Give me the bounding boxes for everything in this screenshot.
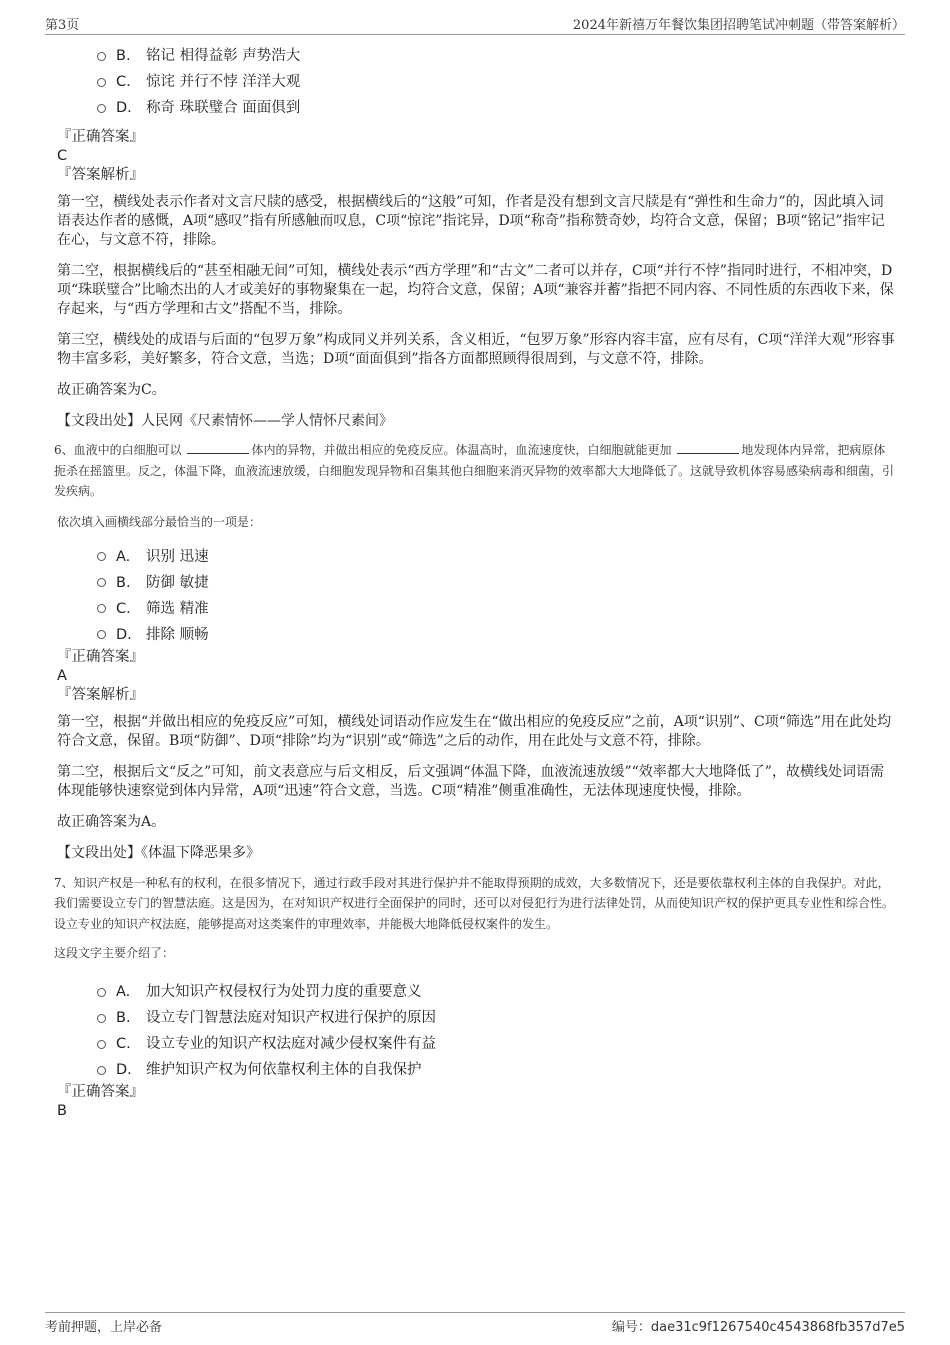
q7-options	[97, 979, 895, 1083]
q6-option-b[interactable]: B. 防御 敏捷	[97, 570, 895, 596]
radio-icon[interactable]	[97, 630, 106, 639]
radio-icon[interactable]	[97, 1066, 106, 1075]
q7-answer-label: 『正确答案』	[57, 1084, 144, 1100]
footer-slogan: 考前押题，上岸必备	[45, 1320, 163, 1335]
q6-analysis-label: 『答案解析』	[57, 686, 144, 703]
q6-answer-label: 『正确答案』	[57, 648, 144, 665]
q6-option-d[interactable]: D. 排除 顺畅	[97, 622, 895, 648]
q5-options	[97, 43, 895, 121]
radio-icon[interactable]	[97, 52, 106, 61]
q7-option-b[interactable]: B. 设立专门智慧法庭对知识产权进行保护的原因	[97, 1005, 895, 1031]
radio-icon[interactable]	[97, 78, 106, 87]
q5-conclusion: 故正确答案为C。	[57, 382, 166, 398]
radio-icon[interactable]	[97, 552, 106, 561]
q5-analysis-label: 『答案解析』	[57, 167, 144, 183]
q6-answer: A	[57, 667, 67, 684]
page-footer	[45, 1312, 905, 1337]
q6-option-a[interactable]: A. 识别 迅速	[97, 544, 895, 570]
q5-analysis-para-2: 第二空，根据横线后的“甚至相融无间”可知，横线处表示“西方学理”和“古文”二者可以并存，C项“并行不悖”指同时进行，不相冲突，D项“珠联璧合”比喻杰出的人才或美好的事物聚集在一起，均符合文意，保留；A项“兼容并蓄”指把不同内容、不同性质的东西收下来，保存起来，与“西方学理和古文”搭配不当，排除。	[57, 263, 894, 317]
q6-options	[97, 544, 895, 648]
blank-line	[187, 441, 249, 454]
radio-icon[interactable]	[97, 988, 106, 997]
radio-icon[interactable]	[97, 104, 106, 113]
q5-answer: C	[57, 148, 68, 164]
q5-answer-label: 『正确答案』	[57, 129, 144, 145]
radio-icon[interactable]	[97, 1040, 106, 1049]
q6-analysis-para-1: 第一空，根据“并做出相应的免疫反应”可知，横线处词语动作应发生在“做出相应的免疫反应”之前，A项“识别”、C项“筛选”用在此处均符合文意，保留。B项“防御”、D项“排除”均为“识别”或“筛选”之后的动作，用在此处与文意不符，排除。	[57, 713, 892, 749]
radio-icon[interactable]	[97, 578, 106, 587]
q5-analysis-para-1: 第一空，横线处表示作者对文言尺牍的感受，根据横线后的“这般”可知，作者是没有想到文言尺牍是有“弹性和生命力”的，因此填入词语表达作者的感慨，A项“感叹”指有所感触而叹息，C项“惊诧”指诧异，D项“称奇”指称赞奇妙，均符合文意，保留；B项“铭记”指牢记在心，与文意不符，排除。	[57, 194, 885, 248]
q5-source: 【文段出处】人民网《尺素情怀——学人情怀尺素间》	[57, 413, 393, 429]
q7-stem: 7、知识产权是一种私有的权利，在很多情况下，通过行政手段对其进行保护并不能取得预期的成效，大多数情况下，还是要依靠权利主体的自我保护。对此，我们需要设立专门的智慧法庭。这是因为，在对知识产权进行全面保护的同时，还可以对侵犯行为进行法律处罚，从而使知识产权的保护更具专业性和综合性。设立专业的知识产权法庭，能够提高对这类案件的审理效率，并能极大地降低侵权案件的发生。	[54, 875, 895, 931]
q7-option-d[interactable]: D. 维护知识产权为何依靠权利主体的自我保护	[97, 1057, 895, 1083]
q5-option-d[interactable]: D. 称奇 珠联璧合 面面俱到	[97, 95, 895, 121]
q7-option-a[interactable]: A. 加大知识产权侵权行为处罚力度的重要意义	[97, 979, 895, 1005]
page-number: 第3页	[45, 18, 80, 33]
radio-icon[interactable]	[97, 604, 106, 613]
q7-answer: B	[57, 1103, 67, 1119]
q6-stem: 6、血液中的白细胞可以 体内的异物，并做出相应的免疫反应。体温高时，血流速度快，白细胞就能更加 地发现体内异常，把病原体扼杀在摇篮里。反之，体温下降，血液流速放缓，白细胞发现异物和召集其他白细胞来消灭异物的效率都大大地降低了。这就导致机体容易感染病毒和细菌，引发疾病。	[54, 443, 895, 498]
page-header	[45, 14, 905, 35]
document-title: 2024年新禧万年餐饮集团招聘笔试冲刺题（带答案解析）	[572, 18, 905, 33]
document-code: 编号：dae31c9f1267540c4543868fb357d7e5	[611, 1320, 905, 1335]
q6-conclusion: 故正确答案为A。	[57, 813, 166, 830]
q5-option-b[interactable]: B. 铭记 相得益彰 声势浩大	[97, 43, 895, 69]
q7-option-c[interactable]: C. 设立专业的知识产权法庭对减少侵权案件有益	[97, 1031, 895, 1057]
q6-source: 【文段出处】《体温下降恶果多》	[57, 844, 260, 861]
blank-line	[677, 441, 739, 454]
q5-option-c[interactable]: C. 惊诧 并行不悖 洋洋大观	[97, 69, 895, 95]
radio-icon[interactable]	[97, 1014, 106, 1023]
q6-option-c[interactable]: C. 筛选 精准	[97, 596, 895, 622]
q6-prompt: 依次填入画横线部分最恰当的一项是：	[57, 514, 262, 529]
q5-analysis-para-3: 第三空，横线处的成语与后面的“包罗万象”构成同义并列关系，含义相近，“包罗万象”形容内容丰富，应有尽有，C项“洋洋大观”形容事物丰富多彩，美好繁多，符合文意，当选；D项“面面俱到”指各方面都照顾得很周到，与文意不符，排除。	[57, 332, 895, 367]
q6-analysis-para-2: 第二空，根据后文“反之”可知，前文表意应与后文相反，后文强调“体温下降，血液流速放缓”“效率都大大地降低了”，故横线处词语需体现能够快速察觉到体内异常，A项“迅速”符合文意，当选。C项“精准”侧重准确性，无法体现速度快慢，排除。	[57, 763, 884, 799]
q7-prompt: 这段文字主要介绍了：	[54, 946, 175, 960]
document-body	[54, 43, 895, 1121]
